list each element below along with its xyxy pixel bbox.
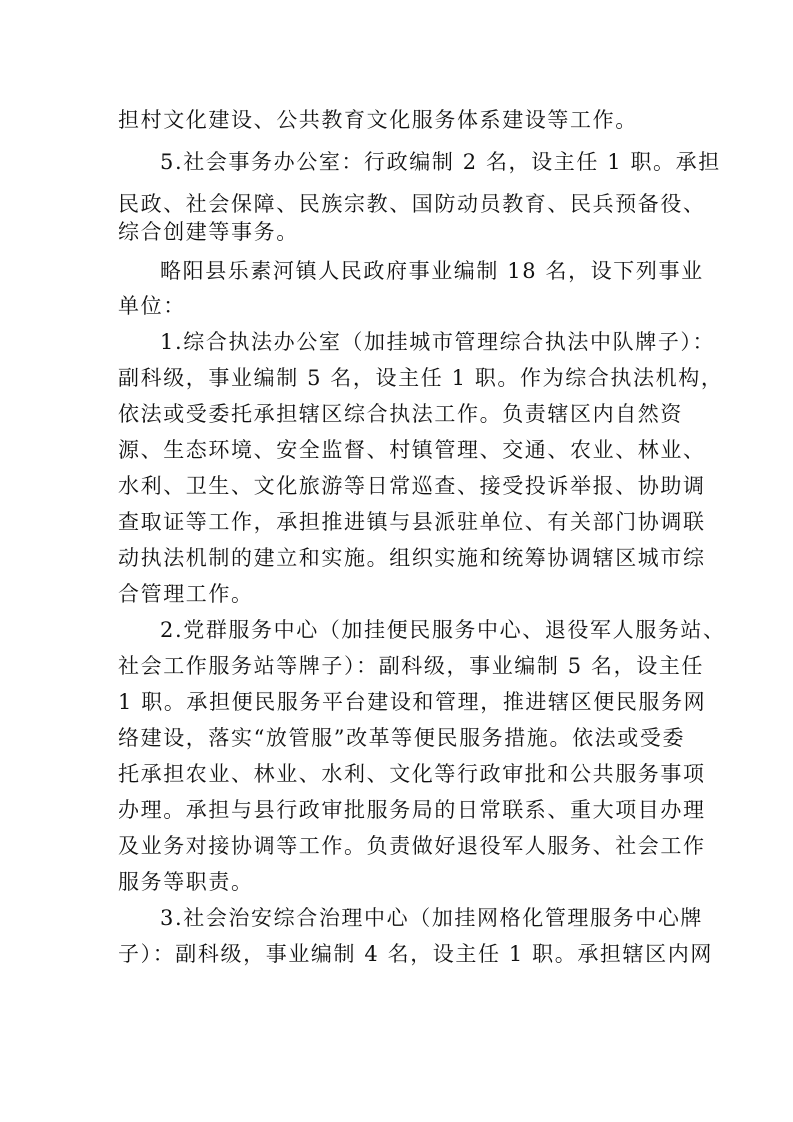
text-line: 子）：副科级，事业编制 4 名，设主任 1 职。承担辖区内网 [118, 942, 713, 966]
text-line: 5.社会事务办公室：行政编制 2 名，设主任 1 职。承担 [160, 150, 721, 174]
text-line: 服务等职责。 [118, 870, 254, 894]
text-line: 单位： [118, 294, 186, 318]
text-line: 合管理工作。 [118, 582, 254, 606]
text-line: 络建设，落实“放管服”改革等便民服务措施。依法或受委 [118, 726, 686, 750]
text-line: 动执法机制的建立和实施。组织实施和统筹协调辖区城市综 [118, 546, 706, 570]
text-line: 源、生态环境、安全监督、村镇管理、交通、农业、林业、 [118, 438, 706, 462]
text-line: 民政、社会保障、民族宗教、国防动员教育、民兵预备役、 [118, 192, 706, 216]
text-line: 1.综合执法办公室（加挂城市管理综合执法中队牌子）： [160, 330, 716, 354]
text-line: 2.党群服务中心（加挂便民服务中心、退役军人服务站、 [160, 618, 726, 642]
text-line: 副科级，事业编制 5 名，设主任 1 职。作为综合执法机构， [118, 366, 724, 390]
text-line: 1 职。承担便民服务平台建设和管理，推进辖区便民服务网 [118, 690, 707, 714]
text-line: 办理。承担与县行政审批服务局的日常联系、重大项目办理 [118, 798, 706, 822]
text-line: 水利、卫生、文化旅游等日常巡查、接受投诉举报、协助调 [118, 474, 706, 498]
text-line: 托承担农业、林业、水利、文化等行政审批和公共服务事项 [118, 762, 706, 786]
text-line: 及业务对接协调等工作。负责做好退役军人服务、社会工作 [118, 834, 706, 858]
text-line: 依法或受委托承担辖区综合执法工作。负责辖区内自然资 [118, 402, 683, 426]
text-line: 综合创建等事务。 [118, 220, 299, 244]
text-line: 略阳县乐素河镇人民政府事业编制 18 名，设下列事业 [160, 259, 704, 283]
text-line: 3.社会治安综合治理中心（加挂网格化管理服务中心牌 [160, 906, 704, 930]
text-line: 担村文化建设、公共教育文化服务体系建设等工作。 [118, 108, 638, 132]
text-line: 查取证等工作，承担推进镇与县派驻单位、有关部门协调联 [118, 510, 706, 534]
text-line: 社会工作服务站等牌子）：副科级，事业编制 5 名，设主任 [118, 654, 705, 678]
